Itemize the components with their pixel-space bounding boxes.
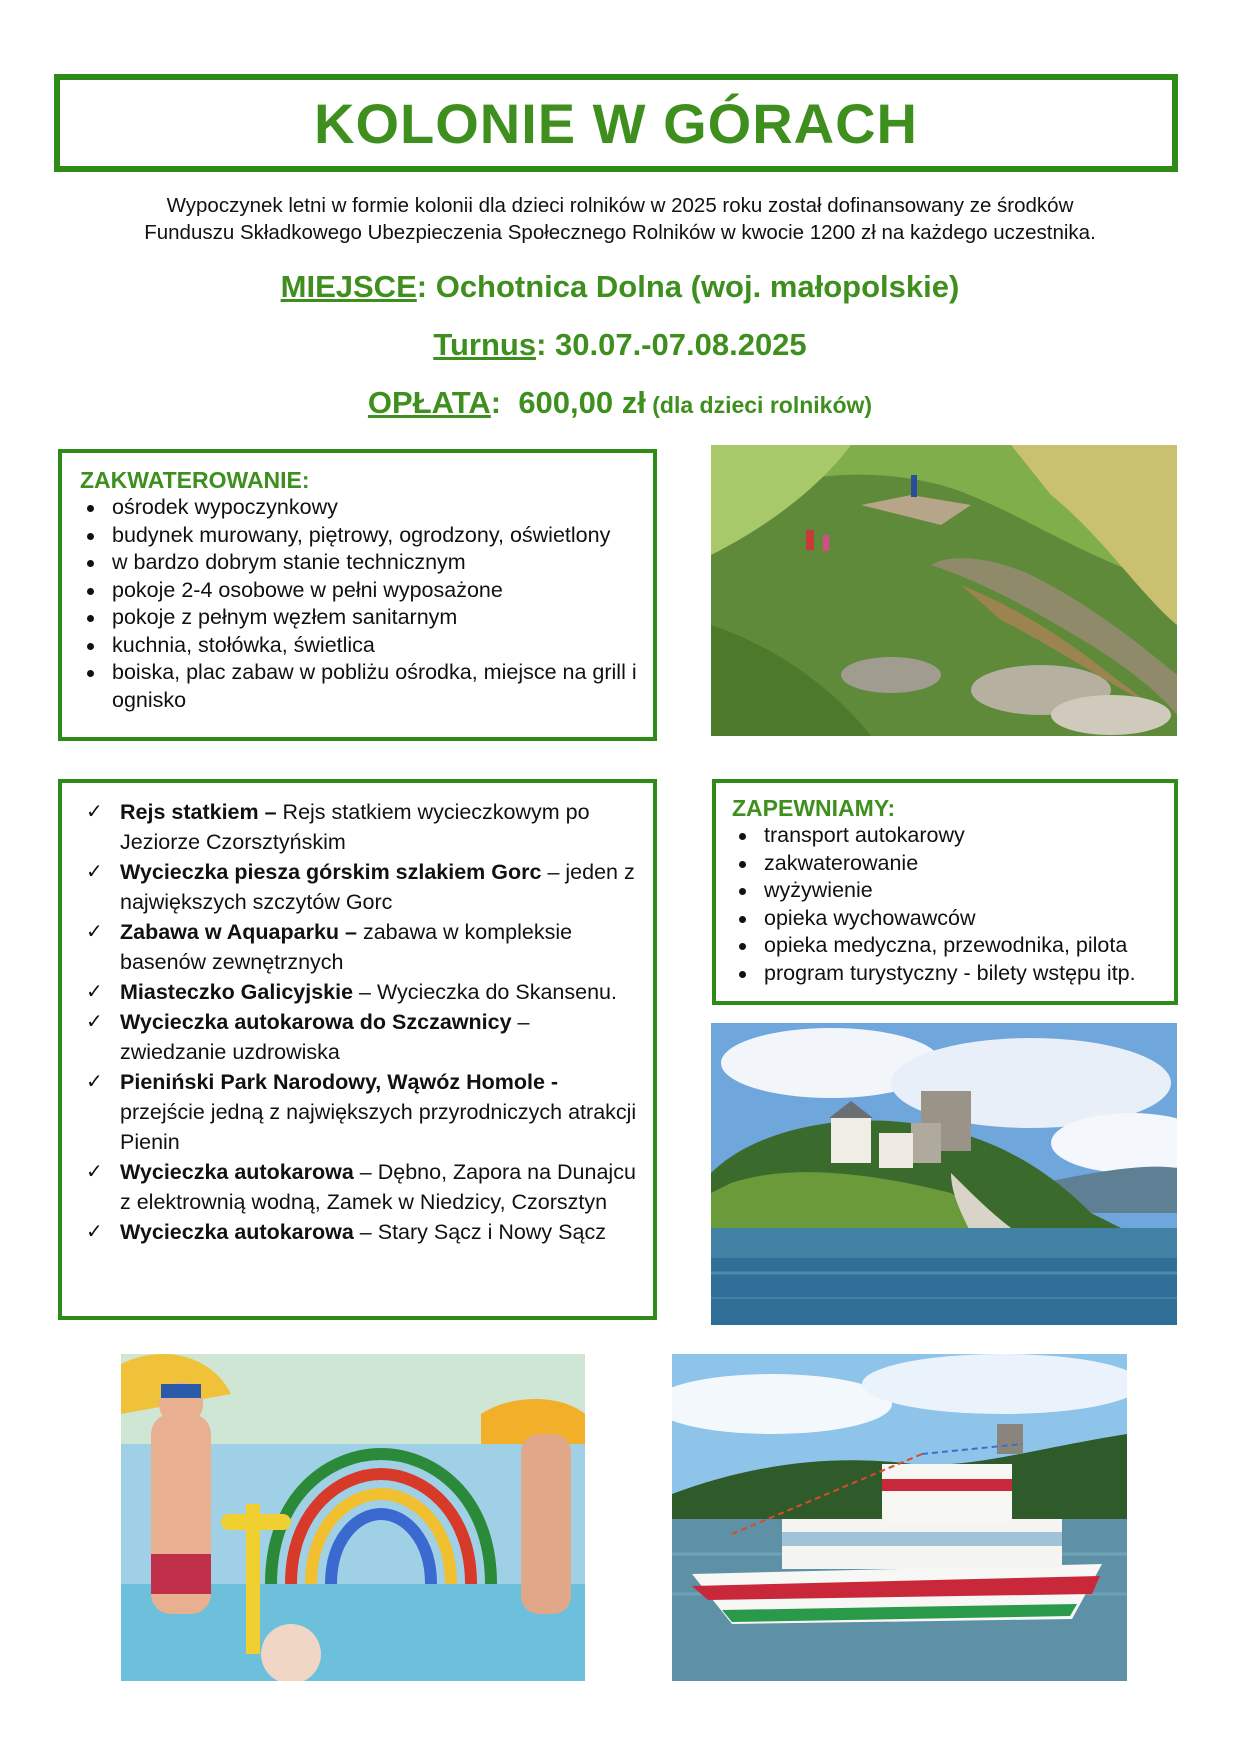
program-item — [76, 1157, 639, 1217]
miejsce-line — [0, 269, 1240, 305]
checkmark-icon: ✓ — [86, 801, 103, 823]
list-item: ośrodek wypoczynkowy — [80, 494, 639, 522]
zakwaterowanie-heading: ZAKWATEROWANIE: — [80, 467, 310, 493]
program-item-title: Pieniński Park Narodowy, Wąwóz Homole - — [120, 1070, 559, 1094]
list-item: boiska, plac zabaw w pobliżu ośrodka, miejsce na grill i ognisko — [80, 659, 639, 714]
program-item — [76, 977, 639, 1007]
oplata-line — [0, 385, 1240, 421]
zakwaterowanie-box — [58, 449, 657, 741]
list-item: transport autokarowy — [732, 822, 1164, 850]
program-item — [76, 917, 639, 977]
program-item-title: Miasteczko Galicyjskie — [120, 980, 354, 1004]
program-item-title: Wycieczka autokarowa — [120, 1220, 354, 1244]
list-item: opieka medyczna, przewodnika, pilota — [732, 932, 1164, 960]
program-item-title: Wycieczka autokarowa do Szczawnicy — [120, 1010, 512, 1034]
list-item: zakwaterowanie — [732, 850, 1164, 878]
checkmark-icon: ✓ — [86, 861, 103, 883]
turnus-label: Turnus — [433, 327, 537, 362]
checkmark-icon: ✓ — [86, 1071, 103, 1093]
list-item: pokoje 2-4 osobowe w pełni wyposażone — [80, 577, 639, 605]
program-item-title: Wycieczka piesza górskim szlakiem Gorc — [120, 860, 542, 884]
aquapark-photo — [121, 1354, 585, 1681]
list-item: pokoje z pełnym węzłem sanitarnym — [80, 604, 639, 632]
list-item: budynek murowany, piętrowy, ogrodzony, oświetlony — [80, 522, 639, 550]
checkmark-icon: ✓ — [86, 981, 103, 1003]
list-item: opieka wychowawców — [732, 905, 1164, 933]
miejsce-value: : Ochotnica Dolna (woj. małopolskie) — [416, 269, 960, 304]
program-item — [76, 1217, 639, 1247]
program-item — [76, 1067, 639, 1157]
checkmark-icon: ✓ — [86, 1161, 103, 1183]
program-item-text: – zwiedzanie uzdrowiska — [120, 1010, 530, 1064]
program-item-text: zabawa w kompleksie basenów zewnętrznych — [120, 920, 573, 974]
program-item-text: – Wycieczka do Skansenu. — [353, 980, 617, 1004]
program-item-text: przejście jedną z największych przyrodniczych atrakcji Pienin — [120, 1100, 637, 1154]
checkmark-icon: ✓ — [86, 1011, 103, 1033]
zakwaterowanie-list — [80, 494, 639, 714]
page-title: KOLONIE W GÓRACH — [314, 91, 918, 155]
mountain-trail-photo — [711, 445, 1177, 736]
turnus-value: : 30.07.-07.08.2025 — [536, 327, 807, 362]
title-frame — [54, 74, 1178, 172]
oplata-value: : 600,00 zł — [490, 385, 646, 420]
zapewniamy-box — [712, 779, 1178, 1005]
list-item: program turystyczny - bilety wstępu itp. — [732, 960, 1164, 988]
checkmark-icon: ✓ — [86, 1221, 103, 1243]
program-box — [58, 779, 657, 1320]
castle-lake-photo — [711, 1023, 1177, 1325]
program-item-title: Wycieczka autokarowa — [120, 1160, 354, 1184]
program-item — [76, 1007, 639, 1067]
list-item: w bardzo dobrym stanie technicznym — [80, 549, 639, 577]
program-item-title: Rejs statkiem – — [120, 800, 277, 824]
turnus-line — [0, 327, 1240, 363]
zapewniamy-heading: ZAPEWNIAMY: — [732, 795, 896, 821]
oplata-note: (dla dzieci rolników) — [645, 392, 873, 418]
program-item — [76, 857, 639, 917]
intro-text — [60, 192, 1180, 246]
program-item-text: – jeden z największych szczytów Gorc — [120, 860, 635, 914]
miejsce-label: MIEJSCE — [280, 269, 417, 304]
program-item — [76, 797, 639, 857]
program-list — [76, 797, 639, 1247]
checkmark-icon: ✓ — [86, 921, 103, 943]
zapewniamy-list — [732, 822, 1164, 987]
boat-photo — [672, 1354, 1127, 1681]
oplata-label: OPŁATA — [367, 385, 491, 420]
list-item: wyżywienie — [732, 877, 1164, 905]
program-item-text: Rejs statkiem wycieczkowym po Jeziorze Czorsztyńskim — [120, 800, 590, 854]
intro-line-1: Wypoczynek letni w formie kolonii dla dzieci rolników w 2025 roku został dofinansowany ze środków — [166, 194, 1074, 217]
list-item: kuchnia, stołówka, świetlica — [80, 632, 639, 660]
program-item-text: – Dębno, Zapora na Dunajcu z elektrownią wodną, Zamek w Niedzicy, Czorsztyn — [120, 1160, 636, 1214]
intro-line-2: Funduszu Składkowego Ubezpieczenia Społecznego Rolników w kwocie 1200 zł na każdego uczestnika. — [144, 221, 1096, 244]
program-item-text: – Stary Sącz i Nowy Sącz — [353, 1220, 606, 1244]
program-item-title: Zabawa w Aquaparku – — [120, 920, 357, 944]
